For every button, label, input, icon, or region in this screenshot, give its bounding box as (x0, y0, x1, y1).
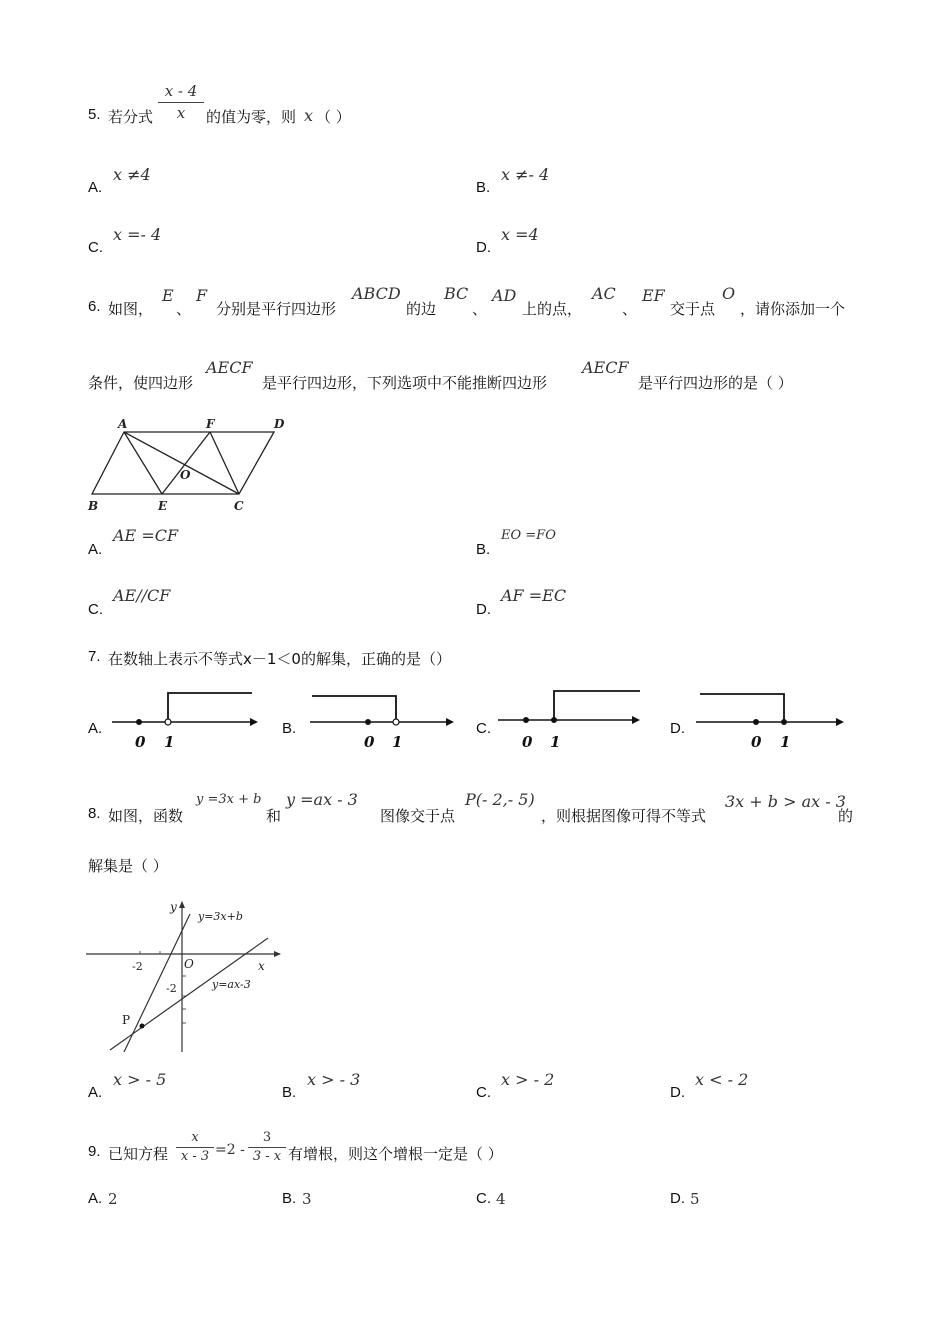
q7-option-c-label: C. (476, 720, 491, 737)
q5-number: 5. (88, 106, 101, 123)
graph-x-label: x (258, 959, 265, 973)
tick-0: 0 (751, 733, 762, 751)
graph-point-label: P (122, 1013, 131, 1027)
q6-text-6: ，请你添加一个 (740, 300, 846, 318)
q6-math-ef: EF (642, 286, 665, 305)
q5-var: x (304, 106, 314, 125)
q9-mid: =2 - (215, 1142, 245, 1158)
graph-line1-label: y=3x+b (198, 910, 243, 923)
graph-origin: O (184, 957, 194, 971)
q9-number: 9. (88, 1143, 101, 1160)
q6-line2-b: 是平行四边形，下列选项中不能推断四边形 (262, 374, 548, 392)
label-o: O (180, 468, 191, 482)
q5-fraction (158, 82, 204, 123)
q7-number-line-a (110, 688, 260, 752)
label-c: C (234, 499, 244, 513)
q6-math-e: E (162, 286, 174, 305)
q9-option-d: 5 (690, 1190, 700, 1208)
q6-math-ac: AC (592, 284, 616, 303)
q6-text-2: 分别是平行四边形 (216, 300, 337, 318)
q8-graph (84, 896, 284, 1056)
q8-option-a-label: A. (88, 1084, 103, 1101)
q6-option-b-label: B. (476, 541, 491, 558)
q5-option-c: x =- 4 (113, 225, 162, 244)
q6-text-5: 交于点 (670, 300, 716, 318)
q6-option-a-label: A. (88, 541, 103, 558)
tick-0: 0 (135, 733, 146, 751)
q6-math-f: F (196, 286, 208, 305)
q5-option-b: x ≠- 4 (501, 165, 550, 184)
q8-option-c: x > - 2 (501, 1070, 555, 1089)
q9-option-a-label: A. (88, 1190, 103, 1207)
q6-math-abcd: ABCD (352, 284, 401, 303)
q6-line2-a: 条件，使四边形 (88, 374, 194, 392)
q5-text-after: 的值为零，则 (206, 108, 297, 126)
q6-option-b: EO =FO (501, 528, 556, 543)
q7-option-d-label: D. (670, 720, 685, 737)
q6-math-o: O (722, 284, 736, 303)
q6-sep-3: 、 (622, 300, 638, 318)
graph-tick-y: -2 (166, 982, 177, 995)
q6-option-c: AE//CF (113, 586, 171, 605)
q8-inequality: 3x + b > ax - 3 (725, 792, 846, 811)
q5-text-before: 若分式 (108, 108, 154, 126)
q8-option-c-label: C. (476, 1084, 491, 1101)
tick-0: 0 (364, 733, 375, 751)
q9-option-c-label: C. (476, 1190, 491, 1207)
q5-option-a-label: A. (88, 179, 103, 196)
q6-parallelogram-figure (84, 412, 294, 516)
q6-text-1: 如图， (108, 300, 154, 318)
q7-option-a-label: A. (88, 720, 103, 737)
q8-text-1: 如图，函数 (108, 807, 184, 825)
q5-paren: （ ） (316, 108, 351, 126)
q9-fraction-2 (248, 1130, 286, 1165)
tick-1: 1 (164, 733, 175, 751)
tick-1: 1 (550, 733, 561, 751)
label-f: F (206, 417, 215, 431)
q9-frac2-den: 3 - x (252, 1149, 282, 1164)
label-b: B (88, 499, 99, 513)
q5-frac-num: x - 4 (164, 82, 198, 100)
q5-option-a: x ≠4 (113, 165, 151, 184)
q9-option-b: 3 (302, 1190, 312, 1208)
tick-1: 1 (780, 733, 791, 751)
q5-option-d-label: D. (476, 239, 491, 256)
q6-text-4: 上的点， (522, 300, 583, 318)
q9-option-d-label: D. (670, 1190, 685, 1207)
q8-option-d: x < - 2 (695, 1070, 749, 1089)
q6-sep-2: 、 (472, 300, 488, 318)
q6-math-bc: BC (444, 284, 469, 303)
q5-frac-den: x (176, 104, 186, 122)
q8-func-1: y =3x + b (196, 792, 262, 807)
q7-number-line-b (308, 688, 458, 752)
q9-text-1: 已知方程 (108, 1145, 169, 1163)
q8-option-b-label: B. (282, 1084, 297, 1101)
q6-line2-c: 是平行四边形的是（ ） (638, 374, 793, 392)
graph-y-label: y (170, 900, 177, 914)
q8-option-a: x > - 5 (113, 1070, 167, 1089)
q6-math-aecf-2: AECF (582, 358, 629, 377)
q7-text: 在数轴上表示不等式x－1＜0的解集，正确的是（） (108, 650, 451, 668)
q7-number: 7. (88, 648, 101, 665)
q7-number-line-c (496, 686, 646, 752)
q5-option-b-label: B. (476, 179, 491, 196)
q8-line2: 解集是（ ） (88, 857, 168, 875)
q6-option-a: AE =CF (113, 526, 179, 545)
q9-option-a: 2 (108, 1190, 118, 1208)
q8-text-2: 和 (266, 807, 282, 825)
q6-option-d: AF =EC (501, 586, 567, 605)
label-a: A (118, 417, 128, 431)
q9-option-c: 4 (496, 1190, 506, 1208)
q5-option-d: x =4 (501, 225, 539, 244)
q8-point: P(- 2,- 5) (465, 790, 535, 809)
q9-option-b-label: B. (282, 1190, 297, 1207)
q8-number: 8. (88, 805, 101, 822)
label-e: E (158, 499, 168, 513)
q7-option-b-label: B. (282, 720, 297, 737)
q8-func-2: y =ax - 3 (286, 790, 358, 809)
q6-math-ad: AD (492, 286, 517, 305)
tick-1: 1 (392, 733, 403, 751)
q7-number-line-d (694, 688, 848, 752)
q8-option-d-label: D. (670, 1084, 685, 1101)
q6-text-3: 的边 (406, 300, 437, 318)
q6-option-c-label: C. (88, 601, 103, 618)
q9-frac2-num: 3 (262, 1130, 272, 1145)
q5-option-c-label: C. (88, 239, 103, 256)
q6-option-d-label: D. (476, 601, 491, 618)
graph-line2-label: y=ax-3 (212, 978, 251, 991)
q6-math-aecf-1: AECF (206, 358, 253, 377)
q6-number: 6. (88, 298, 101, 315)
q8-text-4: ，则根据图像可得不等式 (541, 807, 707, 825)
q8-text-5: 的 (838, 807, 854, 825)
q9-text-2: 有增根，则这个增根一定是（ ） (288, 1145, 503, 1163)
q9-frac1-den: x - 3 (180, 1149, 210, 1164)
q8-option-b: x > - 3 (307, 1070, 361, 1089)
tick-0: 0 (522, 733, 533, 751)
q8-text-3: 图像交于点 (380, 807, 456, 825)
q9-fraction-1 (176, 1130, 214, 1165)
q9-frac1-num: x (191, 1130, 199, 1145)
label-d: D (274, 417, 285, 431)
q6-sep-1: 、 (176, 300, 192, 318)
graph-tick-x: -2 (132, 960, 143, 973)
